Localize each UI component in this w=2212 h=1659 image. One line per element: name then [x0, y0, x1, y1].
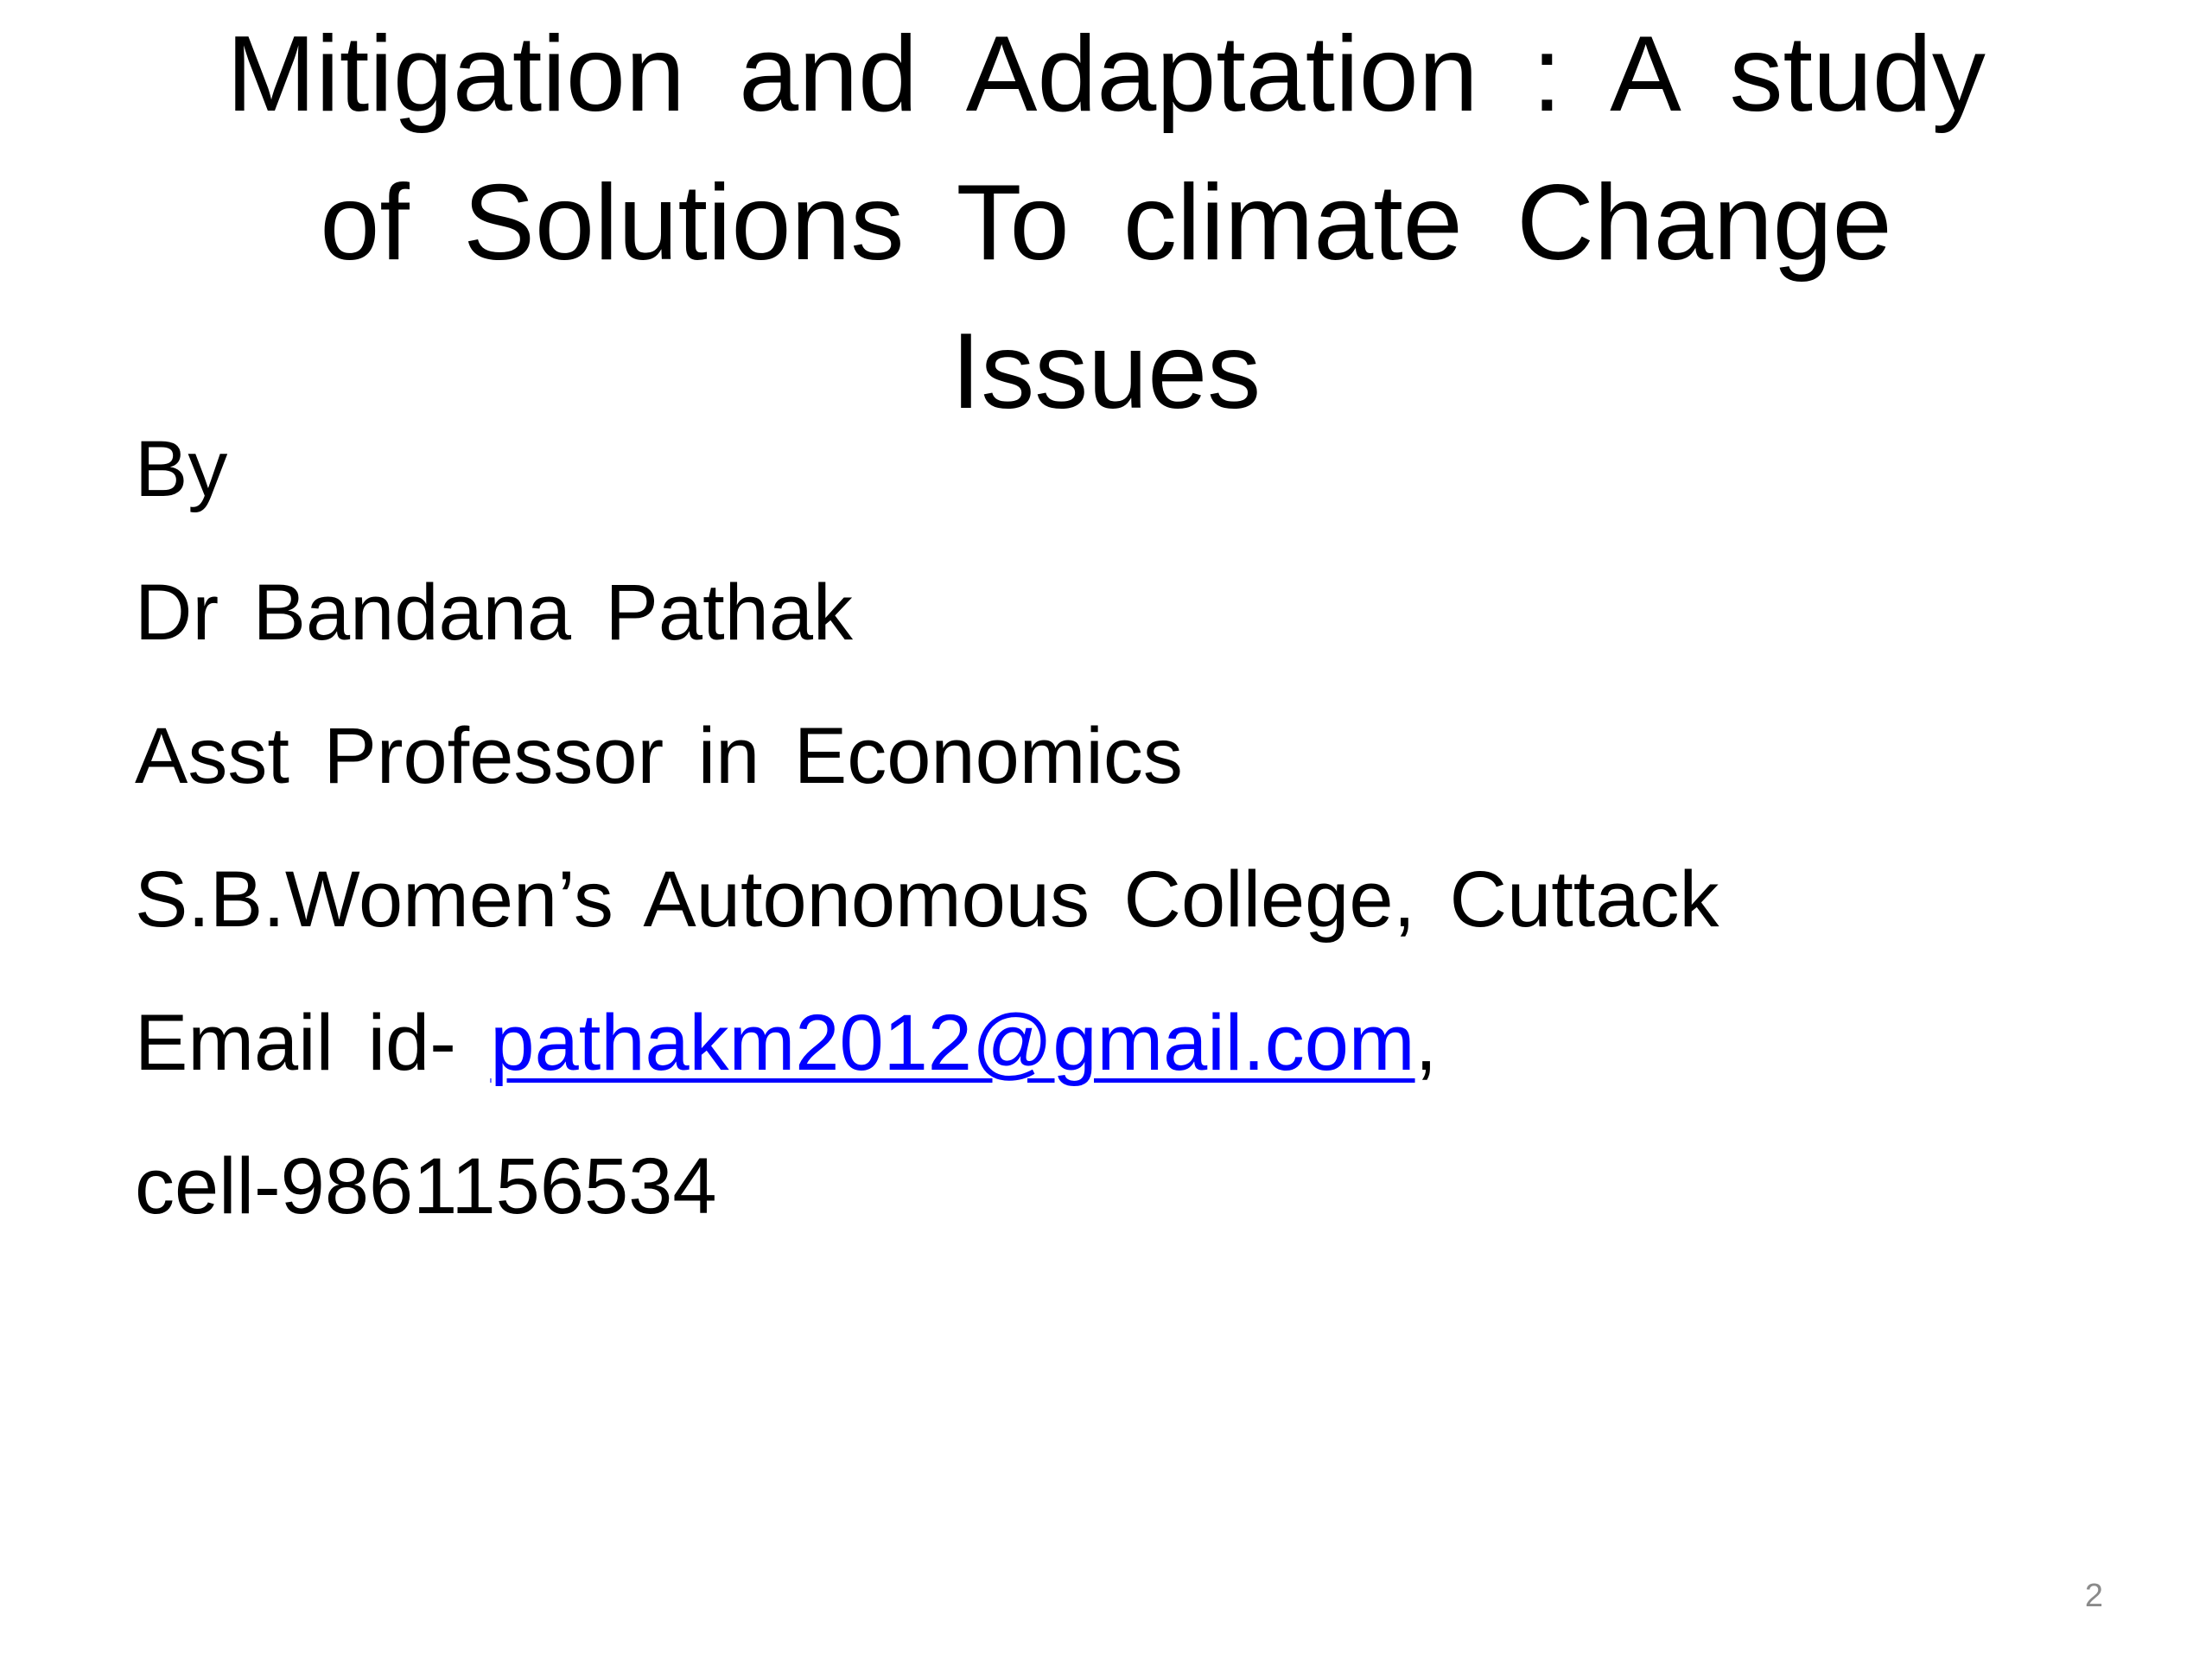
author-institution: S.B.Women’s Autonomous College, Cuttack	[135, 855, 1719, 944]
slide-number: 2	[2084, 1578, 2103, 1614]
author-details	[135, 397, 2122, 1258]
title-line-2: of Solutions To climate Change	[320, 163, 1892, 283]
by-label: By	[135, 425, 228, 513]
slide-title	[112, 0, 2100, 446]
email-line	[135, 971, 2122, 1115]
title-line-1: Mitigation and Adaptation : A study	[226, 15, 1986, 134]
phone-number: cell-9861156534	[135, 1142, 717, 1230]
email-label: Email id-	[135, 999, 491, 1087]
author-designation: Asst Professor in Economics	[135, 712, 1183, 800]
author-name: Dr Bandana Pathak	[135, 569, 853, 657]
email-suffix: ,	[1414, 999, 1438, 1087]
title-line-3: Issues	[950, 312, 1262, 431]
email-link[interactable]: pathakm2012@gmail.com	[490, 999, 1415, 1087]
